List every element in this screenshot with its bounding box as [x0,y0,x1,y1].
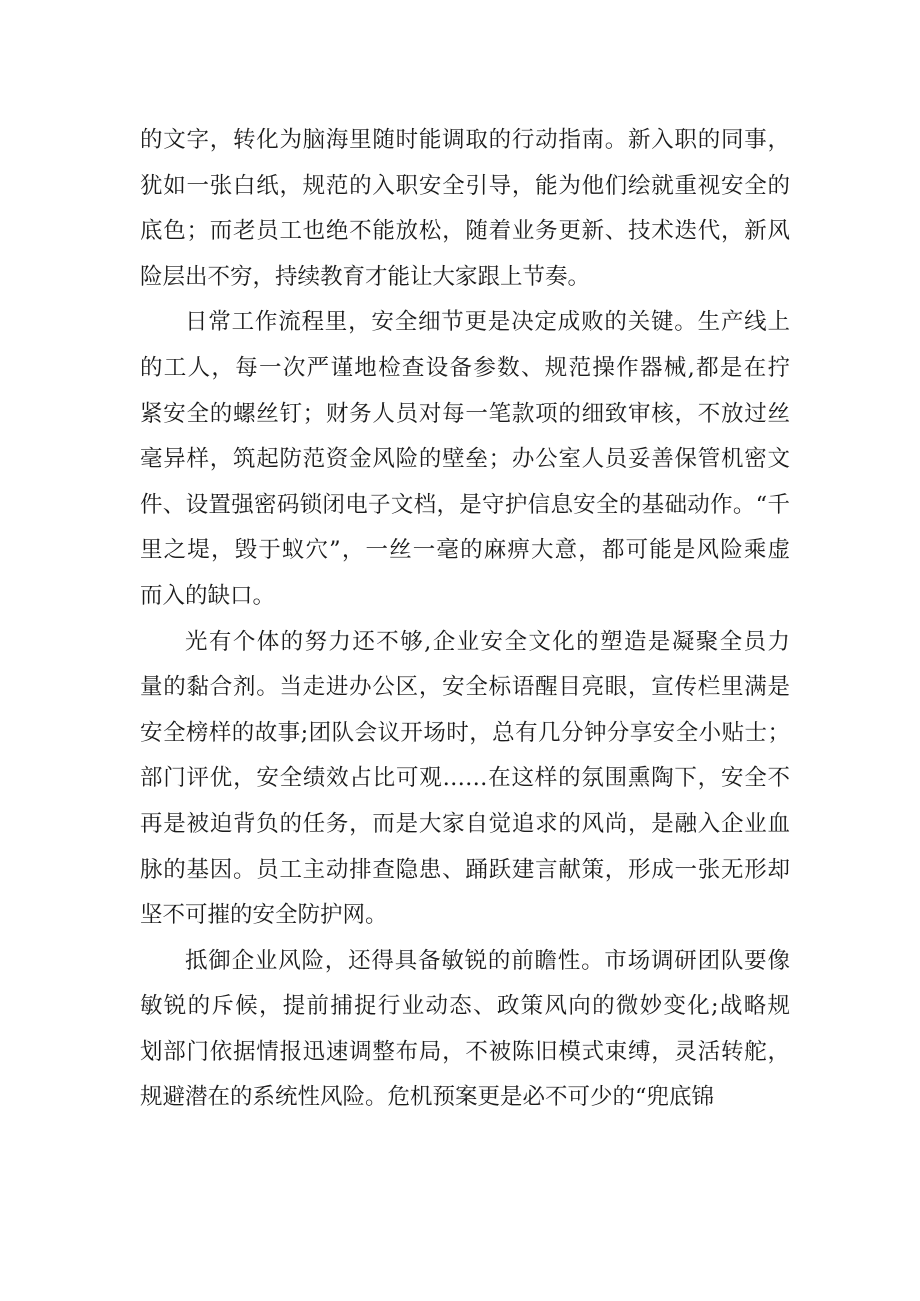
paragraph-1-line-4: 险层出不穷，持续教育才能让大家跟上节奏。 [140,263,591,290]
paragraph-2-line-3: 紧安全的螺丝钉；财务人员对每一笔款项的细致审核，不放过丝 [140,400,790,427]
paragraph-2-line-7: 而入的缺口。 [140,582,276,609]
paragraph-2-line-5: 件、设置强密码锁闭电子文档，是守护信息安全的基础动作。“千 [140,491,790,518]
paragraph-3-line-2: 量的黏合剂。当走进办公区，安全标语醒目亮眼，宣传栏里满是 [140,674,790,701]
paragraph-1-line-1: 的文字，转化为脑海里随时能调取的行动指南。新入职的同事， [140,127,790,153]
paragraph-3-line-7: 坚不可摧的安全防护网。 [140,902,388,929]
paragraph-1-line-2: 犹如一张白纸，规范的入职安全引导，能为他们绘就重视安全的 [140,172,790,199]
paragraph-4-line-4: 规避潜在的系统性风险。危机预案更是必不可少的“兜底锦 [140,1084,715,1111]
paragraph-3-line-3: 安全榜样的故事;团队会议开场时，总有几分钟分享安全小贴士； [140,719,790,746]
body-text [140,118,790,1121]
paragraph-2-line-4: 毫异样，筑起防范资金风险的壁垒；办公室人员妥善保管机密文 [140,446,790,473]
paragraph-3-line-1: 光有个体的努力还不够,企业安全文化的塑造是凝聚全员力 [185,628,790,655]
paragraph-3-line-5: 再是被迫背负的任务，而是大家自觉追求的风尚，是融入企业血 [140,810,790,837]
paragraph-2-line-6: 里之堤，毁于蚁穴”，一丝一毫的麻痹大意，都可能是风险乘虚 [140,537,790,564]
paragraph-4-line-3: 划部门依据情报迅速调整布局，不被陈旧模式束缚，灵活转舵， [140,1038,790,1065]
paragraph-4-line-1: 抵御企业风险，还得具备敏锐的前瞻性。市场调研团队要像 [185,947,790,974]
paragraph-3-line-4: 部门评优，安全绩效占比可观……在这样的氛围熏陶下，安全不 [140,765,790,792]
paragraph-2-line-1: 日常工作流程里，安全细节更是决定成败的关键。生产线上 [185,309,790,336]
paragraph-1-line-3: 底色；而老员工也绝不能放松，随着业务更新、技术迭代，新风 [140,218,790,245]
paragraph-2-line-2: 的工人，每一次严谨地检查设备参数、规范操作器械,都是在拧 [140,354,790,381]
paragraph-4-line-2: 敏锐的斥候，提前捕捉行业动态、政策风向的微妙变化;战略规 [140,993,790,1020]
paragraph-3-line-6: 脉的基因。员工主动排查隐患、踊跃建言献策，形成一张无形却 [140,856,790,883]
